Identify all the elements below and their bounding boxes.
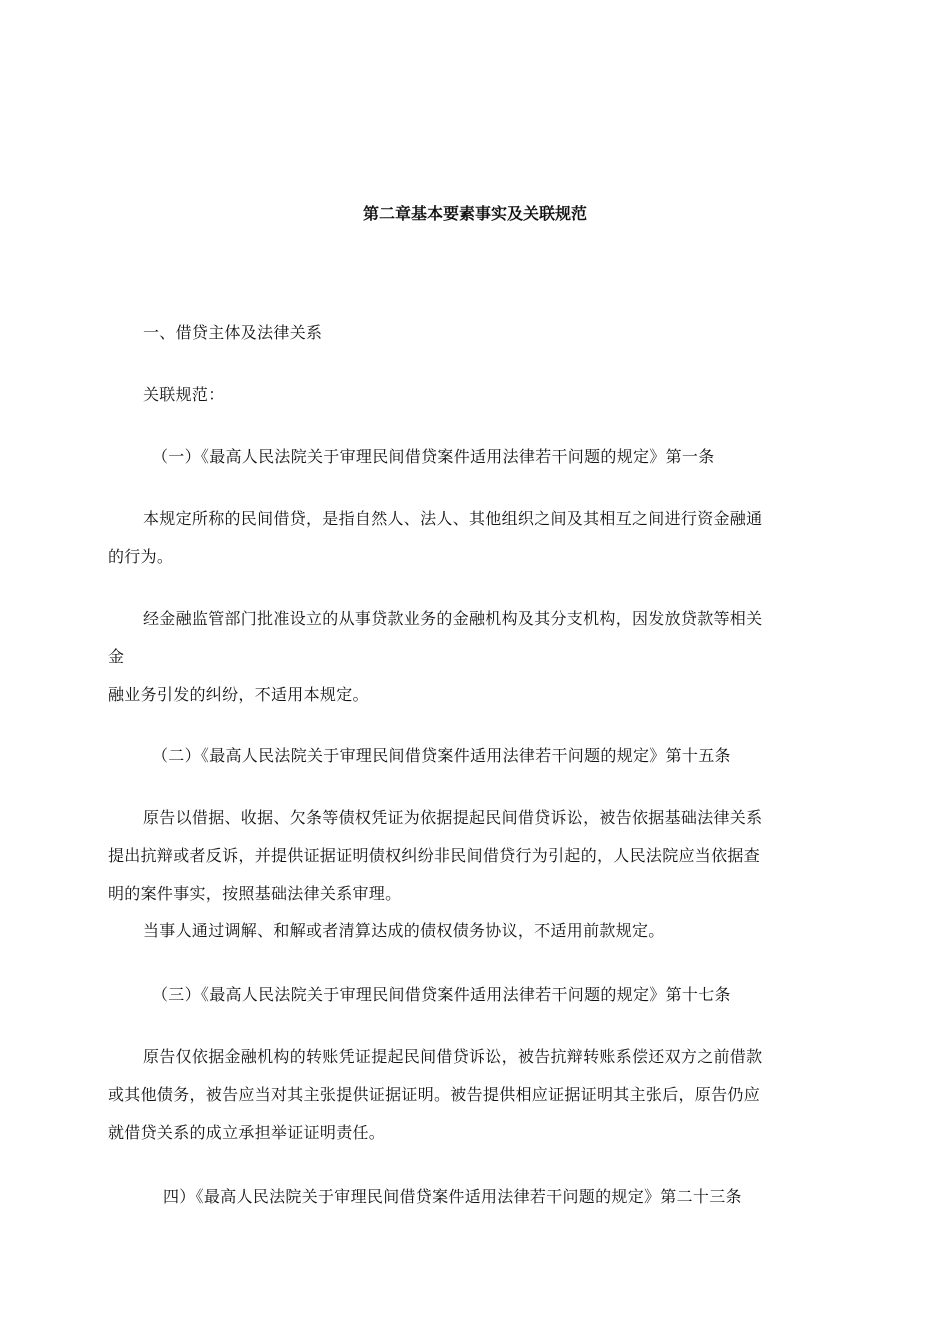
related-norms-label: 关联规范：	[143, 385, 225, 404]
paragraph-line: 原告仅依据金融机构的转账凭证提起民间借贷诉讼，被告抗辩转账系偿还双方之前借款	[143, 1047, 763, 1066]
paragraph-line: 金	[108, 647, 125, 666]
article-heading: （三）《最高人民法院关于审理民间借贷案件适用法律若干问题的规定》第十七条	[152, 985, 731, 1004]
paragraph-line: 的行为。	[108, 547, 174, 566]
paragraph-line: 本规定所称的民间借贷，是指自然人、法人、其他组织之间及其相互之间进行资金融通	[143, 509, 763, 528]
paragraph-line: 提出抗辩或者反诉，并提供证据证明债权纠纷非民间借贷行为引起的，人民法院应当依据查	[108, 846, 761, 865]
paragraph-line: 经金融监管部门批准设立的从事贷款业务的金融机构及其分支机构，因发放贷款等相关	[143, 609, 763, 628]
paragraph-line: 融业务引发的纠纷，不适用本规定。	[108, 685, 369, 704]
section-heading: 一、借贷主体及法律关系	[143, 323, 323, 342]
chapter-title: 第二章基本要素事实及关联规范	[362, 204, 587, 223]
paragraph-line: 当事人通过调解、和解或者清算达成的债权债务协议，不适用前款规定。	[143, 921, 665, 940]
paragraph-line: 就借贷关系的成立承担举证证明责任。	[108, 1123, 386, 1142]
paragraph-line: 或其他债务，被告应当对其主张提供证据证明。被告提供相应证据证明其主张后，原告仍应	[108, 1085, 761, 1104]
article-heading: 四）《最高人民法院关于审理民间借贷案件适用法律若干问题的规定》第二十三条	[163, 1187, 742, 1206]
paragraph-line: 原告以借据、收据、欠条等债权凭证为依据提起民间借贷诉讼，被告依据基础法律关系	[143, 808, 763, 827]
article-heading: （一）《最高人民法院关于审理民间借贷案件适用法律若干问题的规定》第一条	[152, 447, 715, 466]
paragraph-line: 明的案件事实，按照基础法律关系审理。	[108, 884, 402, 903]
article-heading: （二）《最高人民法院关于审理民间借贷案件适用法律若干问题的规定》第十五条	[152, 746, 731, 765]
